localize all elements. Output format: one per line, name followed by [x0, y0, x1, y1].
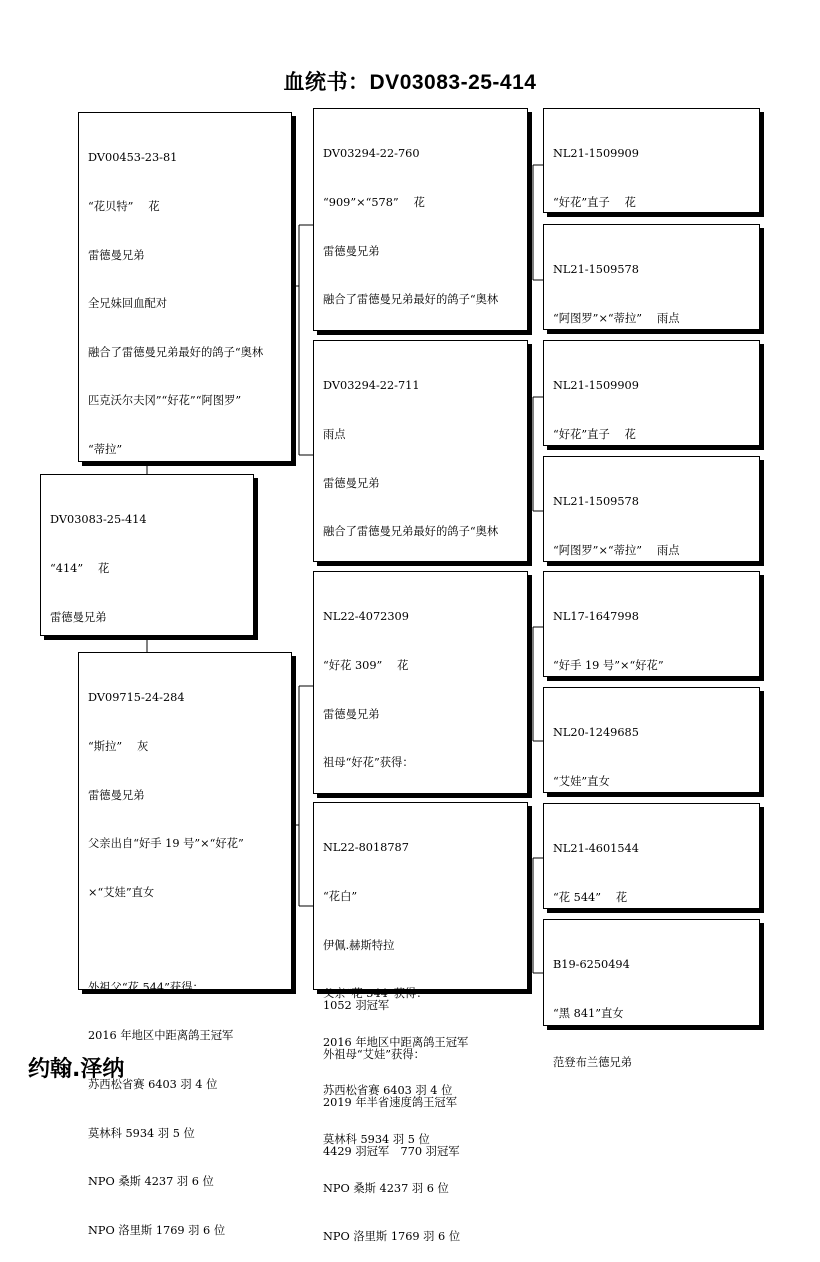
dam-results: 苏西松省赛 6403 羽 4 位 [88, 1077, 218, 1091]
dam-dam-results: NPO 桑斯 4237 羽 6 位 [323, 1181, 449, 1195]
gen4-name-color: “好花”直子 花 [553, 428, 636, 441]
gen4-card-4 [543, 456, 760, 562]
gen4-ring-number: NL17-1647998 [553, 610, 639, 624]
dam-dam-ring-number: NL22-8018787 [323, 841, 409, 855]
dam-results: NPO 洛里斯 1769 羽 6 位 [88, 1223, 226, 1237]
dam-note: 父亲出自“好手 19 号”×“好花” [88, 837, 244, 851]
dam-sire-breeder: 雷德曼兄弟 [323, 707, 380, 721]
subject-card [40, 474, 254, 636]
dam-results: 莫林科 5934 羽 5 位 [88, 1126, 195, 1140]
gen4-name-color: “阿图罗”×“蒂拉” 雨点 [553, 544, 680, 557]
sire-note: 融合了雷德曼兄弟最好的鸽子“奥林 [88, 345, 264, 359]
gen4-ring-number: NL21-1509909 [553, 379, 639, 393]
sire-sire-breeder: 雷德曼兄弟 [323, 244, 380, 258]
subject-ring-number: DV03083-25-414 [50, 513, 147, 527]
gen4-ring-number: B19-6250494 [553, 958, 630, 972]
sire-breeder: 雷德曼兄弟 [88, 248, 145, 262]
gen4-card-7 [543, 803, 760, 909]
dam-results: NPO 桑斯 4237 羽 6 位 [88, 1175, 214, 1189]
sire-note: “蒂拉” [88, 442, 123, 456]
dam-note: ×“艾娃”直女 [88, 885, 155, 899]
dam-sire-results: 外祖母“艾娃”获得： [323, 1047, 425, 1061]
dam-spacer [88, 933, 283, 947]
page-title: 血统书：DV03083-25-414 [283, 71, 537, 94]
gen4-card-6 [543, 687, 760, 793]
dam-dam-results: NPO 洛里斯 1769 羽 6 位 [323, 1230, 461, 1244]
gen4-ring-number: NL21-1509578 [553, 495, 639, 509]
sire-dam-breeder: 雷德曼兄弟 [323, 476, 380, 490]
gen4-card-3 [543, 340, 760, 446]
gen4-card-5 [543, 571, 760, 677]
gen4-name-color: “花 544” 花 [553, 891, 628, 904]
gen4-card-1 [543, 108, 760, 213]
sire-note: 全兄妹回血配对 [88, 297, 168, 311]
sire-dam-card [313, 340, 528, 562]
dam-sire-results: 1052 羽冠军 [323, 999, 390, 1013]
dam-sire-results: 4429 羽冠军 770 羽冠军 [323, 1144, 460, 1158]
gen4-ring-number: NL21-1509578 [553, 263, 639, 277]
sire-dam-ring-number: DV03294-22-711 [323, 379, 420, 393]
gen4-ring-number: NL20-1249685 [553, 726, 639, 740]
gen4-name-color: “阿图罗”×“蒂拉” 雨点 [553, 312, 680, 325]
sire-sire-card [313, 108, 528, 331]
gen4-name-color: “黑 841”直女 [553, 1007, 624, 1020]
sire-ring-number: DV00453-23-81 [88, 151, 178, 165]
dam-dam-name: “花白” [323, 890, 358, 903]
sire-sire-ring-number: DV03294-22-760 [323, 147, 420, 161]
signature: 约翰.泽纳 [28, 1057, 125, 1082]
gen4-name-color: “好花”直子 花 [553, 196, 636, 209]
dam-sire-results: 祖母“好花”获得： [323, 756, 414, 770]
gen4-card-8 [543, 919, 760, 1069]
dam-dam-breeder: 伊佩.赫斯特拉 [323, 938, 395, 952]
gen4-breeder: 范登布兰德兄弟 [553, 1055, 633, 1069]
dam-ring-number: DV09715-24-284 [88, 691, 185, 705]
sire-card [78, 112, 292, 462]
dam-sire-name-color: “好花 309” 花 [323, 659, 409, 672]
sire-dam-color: 雨点 [323, 428, 346, 441]
gen4-name-color: “好手 19 号”×“好花” [553, 659, 664, 672]
dam-dam-results: 苏西松省赛 6403 羽 4 位 [323, 1084, 453, 1098]
gen4-card-2 [543, 224, 760, 330]
dam-sire-results: 2019 年半省速度鸽王冠军 [323, 1096, 458, 1110]
sire-sire-note: 融合了雷德曼兄弟最好的鸽子“奥林 [323, 293, 499, 307]
dam-card [78, 652, 292, 1237]
gen4-name-color: “艾娃”直女 [553, 775, 610, 788]
gen4-ring-number: NL21-1509909 [553, 147, 639, 161]
gen4-ring-number: NL21-4601544 [553, 842, 639, 856]
dam-sire-ring-number: NL22-4072309 [323, 610, 409, 624]
dam-results: 2016 年地区中距离鸽王冠军 [88, 1029, 234, 1043]
dam-results: 外祖父“花 544”获得： [88, 980, 204, 994]
subject-breeder: 雷德曼兄弟 [50, 610, 107, 624]
dam-dam-results: 莫林科 5934 羽 5 位 [323, 1132, 430, 1146]
dam-dam-results: 父亲“花 544”获得： [323, 987, 428, 1001]
subject-name-color: “414” 花 [50, 562, 110, 575]
sire-note: 匹克沃尔夫冈”“好花”“阿图罗” [88, 394, 242, 408]
sire-sire-name-color: “909”×“578” 花 [323, 196, 425, 209]
sire-name-color: “花贝特” 花 [88, 200, 160, 213]
dam-dam-results: 2016 年地区中距离鸽王冠军 [323, 1035, 469, 1049]
sire-dam-note: 融合了雷德曼兄弟最好的鸽子“奥林 [323, 525, 499, 539]
dam-breeder: 雷德曼兄弟 [88, 788, 145, 802]
dam-name-color: “斯拉” 灰 [88, 740, 149, 753]
